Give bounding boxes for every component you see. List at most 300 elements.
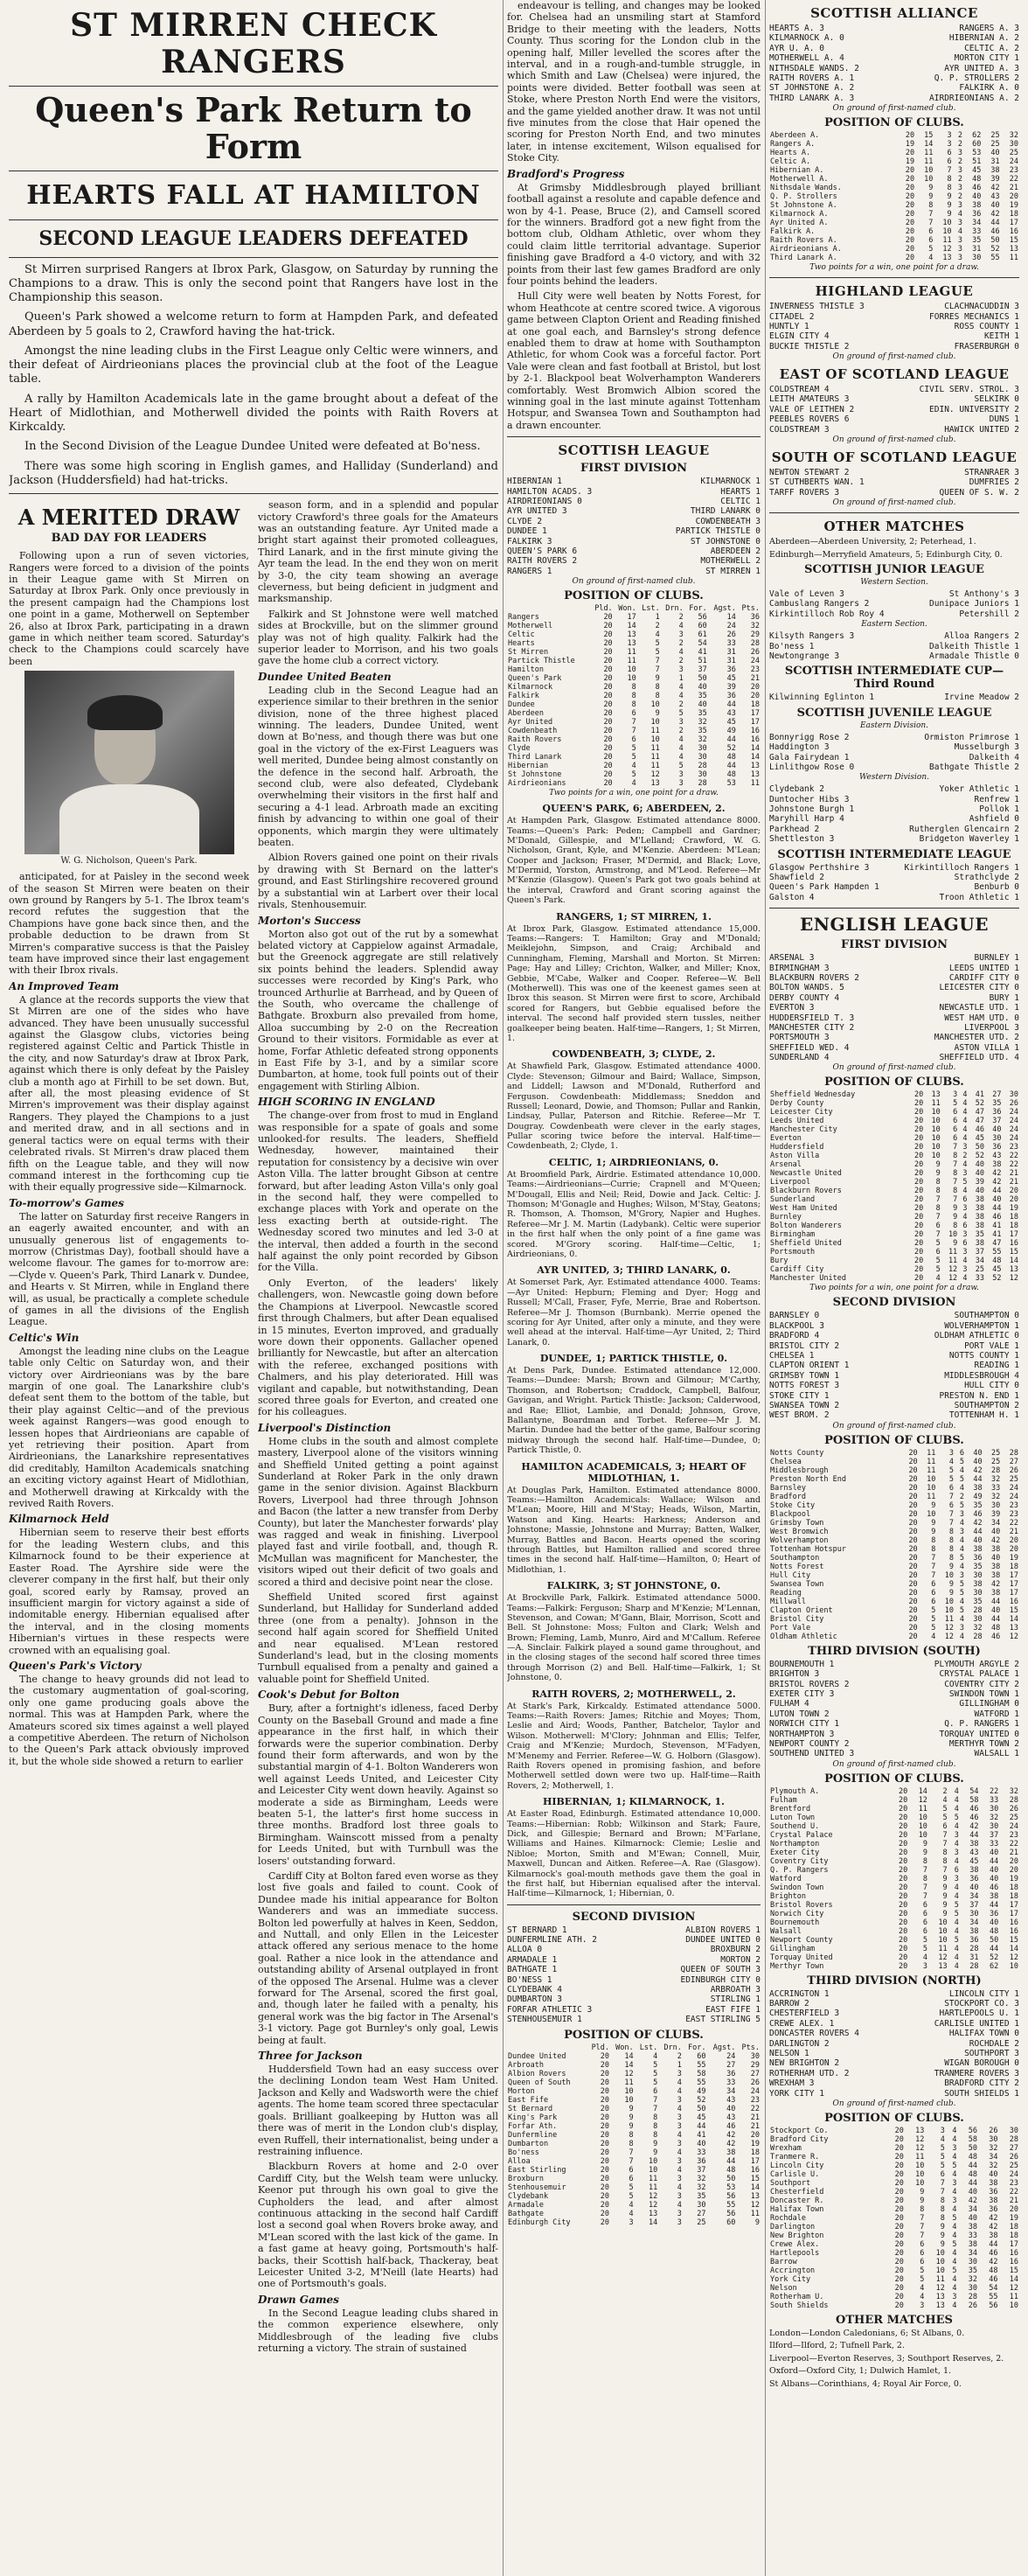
table-cell: 7 <box>629 2148 634 2157</box>
table-cell: 6 <box>953 1117 958 1126</box>
table-cell: 40 <box>698 700 707 710</box>
table-cell: 3 <box>677 2139 682 2148</box>
section-title: Kilmarnock Held <box>9 1513 109 1526</box>
result-row <box>769 2009 1019 2018</box>
match-report-text: At Ibrox Park, Glasgow. Estimated attendance 15,000. Teams:—Rangers: T. Hamilton; Gray and M'Donald; Meiklejohn, Simpson, and Craig; Archibald and Cunningham, Fleming, Marshall and Morton. St Mirren: Page; Hay and Lilley; Crichton, Walker, and Miller; Knox, Gebbie, M'Cabe, Walker and Cooper. Referee—W. Bell (Motherwell). This was one of the keenest games seen at Ibrox this season. St Mirren were first to score, Archibald scored for Rangers, but Gebbie equalised before the interval. The second half provided stern tussles, neither goalkeeper being beaten. Half-time—Rangers, 1; St Mirren, 1. <box>507 923 761 1043</box>
table-cell: 38 <box>726 2148 736 2157</box>
table-cell: 11 <box>627 657 636 666</box>
table-row <box>507 2122 761 2131</box>
table-cell: 24 <box>750 2086 760 2096</box>
table-cell: 1 <box>655 613 660 623</box>
table-cell: Swindon Town <box>770 1883 824 1892</box>
table-row <box>769 2179 1019 2188</box>
table-row <box>769 2188 1019 2197</box>
table-cell: 11 <box>924 149 934 158</box>
table-cell: 3 <box>957 149 963 158</box>
away-team: STIRLING 1 <box>710 1995 761 2005</box>
away-team: LINCOLN CITY 1 <box>948 1988 1019 1999</box>
alliance-note: On ground of first-named club. <box>832 104 956 114</box>
table-cell: 20 <box>908 1614 918 1624</box>
match-report-title: CELTIC, 1; AIRDRIEONIANS, 0. <box>548 1156 719 1168</box>
away-team: WEST HAM UTD. 0 <box>944 1013 1019 1023</box>
table-cell: 16 <box>1009 1926 1018 1936</box>
home-team: ST CUTHBERTS WAN. 1 <box>769 477 865 488</box>
table-cell: 5 <box>959 1474 964 1484</box>
table-cell: 20 <box>914 1160 924 1170</box>
table-cell: 50 <box>990 236 1000 246</box>
home-team: BATHGATE 1 <box>507 1965 558 1975</box>
table-cell: 45 <box>992 1265 1002 1275</box>
home-team: ELGIN CITY 4 <box>769 331 830 342</box>
table-cell: 12 <box>624 2069 634 2078</box>
table-cell: 3 <box>947 131 952 141</box>
table-row <box>769 1814 1019 1822</box>
away-team: Petershill 2 <box>959 609 1019 619</box>
sub-league-results <box>769 693 1019 702</box>
table-cell: 3 <box>962 1230 968 1240</box>
table-cell: 16 <box>750 2165 760 2175</box>
table-row <box>769 2266 1019 2275</box>
match-report-title: HIBERNIAN, 1; KILMARNOCK, 1. <box>542 1796 726 1808</box>
table-cell: 5 <box>935 1257 941 1266</box>
home-team: PORTSMOUTH 3 <box>769 1033 830 1043</box>
table-cell: 37 <box>969 1900 979 1910</box>
table-cell: 8 <box>653 2130 658 2140</box>
table-cell: 4 <box>954 1786 959 1796</box>
result-row <box>769 488 1019 498</box>
table-cell: 4 <box>959 1614 964 1624</box>
table-row <box>507 657 761 665</box>
table-cell: Cowdenbeath <box>508 727 558 736</box>
table-cell: 8 <box>631 683 636 693</box>
section-text: Amongst the leading nine clubs on the League table only Celtic on Saturday won, and their victory over Airdrieonians was by the bare margin of one goal. The Lanarkshire club's defeat sent them to the bottom of the table, but their play against Celtic—and of the previous week against Rangers—was good enough to lessen hopes that Airdrieonians are capable of yet retrieving their position. Apart from Airdrieonians, the Lanarkshire representatives did creditably, Hamilton Academicals snatching an exciting victory against Heart of Midlothian, and Motherwell drawing at Kirkcaldy with the revived Raith Rovers. <box>9 1345 249 1510</box>
result-row <box>769 953 1019 963</box>
table-cell: 55 <box>697 2060 706 2070</box>
table-cell: Bristol City <box>770 1614 824 1624</box>
table-row <box>507 2218 761 2227</box>
table-cell: 3 <box>952 2178 957 2188</box>
table-cell: 38 <box>975 1213 984 1222</box>
home-team: DARLINGTON 2 <box>769 2038 830 2049</box>
table-row <box>769 140 1019 149</box>
table-cell: 32 <box>1009 131 1018 141</box>
table-cell: 4 <box>677 2165 682 2175</box>
home-team: ST JOHNSTONE A. 2 <box>769 83 855 94</box>
table-cell: 20 <box>898 1909 908 1918</box>
table-row <box>769 210 1019 219</box>
section-text: endeavour is telling, and changes may be looked for. Chelsea had an unsmiling start at Stamford Bridge to their meeting with the leaders, Notts County. Thus scoring for the London club in the opening half, Miller levelled the scores after the interval, and in a rough-and-tumble struggle, in which Smith and Law (Chelsea) were injured, the points were divided. Better football was seen at Stoke, where Preston North End were the visitors, and the game yielded another draw. It was not until five minutes from the close that Hair opened the scoring for Preston North End, and two minutes later, in intense excitement, Wilson equalised for Stoke City. <box>507 0 761 164</box>
table-cell: 5 <box>631 744 636 754</box>
table-cell: 12 <box>1009 2283 1018 2293</box>
table-cell: Tranmere R. <box>770 2152 820 2162</box>
table-cell: Ayr United A. <box>770 219 829 228</box>
table-cell: 32 <box>697 2174 706 2183</box>
table-cell: 8 <box>948 1535 954 1545</box>
table-cell: 8 <box>629 2139 634 2148</box>
table-cell: 20 <box>894 2143 904 2153</box>
result-row <box>507 537 761 547</box>
table-cell: 30 <box>698 744 707 754</box>
home-team: BIRMINGHAM 3 <box>769 963 830 973</box>
table-cell: 3 <box>677 2156 682 2166</box>
table-cell: 7 <box>935 1195 941 1205</box>
table-row <box>769 149 1019 157</box>
result-row <box>769 1053 1019 1062</box>
table-cell: 19 <box>750 2139 760 2148</box>
table-cell: 27 <box>1009 1457 1018 1466</box>
table-cell: 10 <box>650 718 660 728</box>
table-row <box>769 1866 1019 1875</box>
table-row <box>769 1239 1019 1248</box>
home-team: FALKIRK 3 <box>507 536 552 547</box>
table-cell: 8 <box>948 1544 954 1554</box>
photo-caption: W. G. Nicholson, Queen's Park. <box>60 856 198 867</box>
away-team: HALIFAX TOWN 0 <box>948 2029 1019 2039</box>
table-row <box>769 1169 1019 1178</box>
section-text: Home clubs in the south and almost complete mastery, Liverpool alone of the visitors winning and Sheffield United getting a point against Sunderland at Roker Park in the only drawn game in the senior division. Against Blackburn Rovers, Liverpool had three through Johnson and Bacon (the latter a new transfer from Derby County), but later the Manchester forwards' play was ragged and weak in finishing. Liverpool played fast and virile football, and, though R. McMullan was magnificent for Manchester, the visitors wiped out their deficit of two goals and scored a third and decisive point near the close. <box>258 1435 498 1588</box>
table-cell: 20 <box>914 1152 924 1161</box>
table-cell: 8 <box>940 2196 945 2205</box>
home-team: CHELSEA 1 <box>769 1351 815 1361</box>
table-row <box>769 166 1019 175</box>
table-cell: Falkirk <box>508 692 539 701</box>
table-cell: 10 <box>627 674 636 684</box>
table-cell: 48 <box>726 2165 736 2175</box>
table-cell: 40 <box>973 1448 983 1458</box>
away-team: ASTON VILLA 1 <box>954 1042 1019 1053</box>
table-cell: 12 <box>938 1953 948 1962</box>
table-cell: Bristol Rovers <box>770 1900 833 1910</box>
table-cell: 24 <box>1009 1483 1018 1493</box>
table-cell: 2 <box>957 131 963 141</box>
table-cell: 9 <box>948 1579 954 1589</box>
table-cell: 20 <box>603 630 613 640</box>
table-cell: 53 <box>726 779 736 789</box>
result-row <box>507 497 761 506</box>
table-cell: 11 <box>650 762 660 771</box>
table-cell: 6 <box>931 1579 936 1589</box>
home-team: Kirkintilloch Rob Roy 4 <box>769 609 885 619</box>
result-row <box>769 893 1019 902</box>
alliance-position-title: POSITION OF CLUBS. <box>824 116 964 130</box>
table-cell: Derby County <box>770 1099 824 1109</box>
away-team: ARBROATH 3 <box>710 1985 761 1995</box>
table-cell: 20 <box>600 2104 610 2113</box>
other-match-line: Edinburgh—Merryfield Amateurs, 5; Edinburgh City, 0. <box>769 549 1003 560</box>
table-cell: 20 <box>600 2078 610 2087</box>
english-note: On ground of first-named club. <box>832 1759 956 1769</box>
table-cell: 11 <box>924 157 934 167</box>
home-team: NORTHAMPTON 3 <box>769 1729 835 1739</box>
table-cell: 41 <box>697 2130 706 2140</box>
table-cell: 4 <box>952 2134 957 2144</box>
table-cell: 4 <box>952 2301 957 2310</box>
highland-results <box>769 302 1019 352</box>
result-row <box>769 331 1019 341</box>
table-cell: 6 <box>953 1108 958 1117</box>
table-cell: 20 <box>905 131 915 141</box>
away-team: MERTHYR TOWN 2 <box>948 1738 1019 1749</box>
table-cell: 8 <box>655 692 660 701</box>
home-team: Haddington 3 <box>769 742 830 753</box>
result-row <box>769 1401 1019 1410</box>
table-cell: 9 <box>948 1562 954 1571</box>
table-cell: 56 <box>989 2301 998 2310</box>
table-cell: Third Lanark A. <box>770 254 837 263</box>
table-cell: 33 <box>991 1483 1001 1493</box>
table-cell: 4 <box>629 2209 634 2218</box>
table-cell: 33 <box>990 1839 999 1848</box>
table-row <box>769 1580 1019 1589</box>
table-cell: 5 <box>928 245 934 254</box>
table-cell: 11 <box>627 648 636 658</box>
table-cell: 4 <box>959 1544 964 1554</box>
table-cell: 20 <box>603 727 613 736</box>
table-cell: 3 <box>948 1448 954 1458</box>
sub-league-section: Western Division. <box>859 773 929 783</box>
table-cell: 25 <box>1009 1474 1018 1484</box>
result-row <box>507 1955 761 1965</box>
table-cell: 37 <box>975 1248 984 1257</box>
result-row <box>769 33 1019 43</box>
table-cell: 40 <box>969 1883 979 1892</box>
column-header: For. <box>688 2043 706 2052</box>
table-cell: 3 <box>954 1874 959 1883</box>
table-cell: 9 <box>754 2217 760 2227</box>
table-row <box>769 1615 1019 1624</box>
table-cell: 10 <box>944 1570 954 1580</box>
match-report-title: FALKIRK, 3; ST JOHNSTONE, 0. <box>546 1580 721 1592</box>
section-title: Celtic's Win <box>9 1331 80 1344</box>
table-cell: 50 <box>698 674 707 684</box>
sub-league-results <box>769 631 1019 661</box>
home-team: LEITH AMATEURS 3 <box>769 394 850 405</box>
table-cell: 14 <box>624 2060 634 2070</box>
away-team: Dalkeith Thistle 1 <box>929 641 1019 651</box>
table-cell: 22 <box>1009 2187 1018 2197</box>
table-cell: 39 <box>990 175 1000 184</box>
home-team: MANCHESTER CITY 2 <box>769 1022 855 1033</box>
table-cell: 17 <box>750 718 760 728</box>
table-cell: 38 <box>989 2196 998 2205</box>
table-cell: 10 <box>931 1125 941 1135</box>
table-row <box>507 648 761 657</box>
table-cell: 32 <box>989 2161 998 2170</box>
section-title: Morton's Success <box>258 914 361 927</box>
table-cell: 48 <box>989 2266 998 2275</box>
table-row <box>769 219 1019 227</box>
result-row <box>769 1023 1019 1033</box>
table-cell: 20 <box>898 1848 908 1857</box>
section-text: season form, and in a splendid and popular victory Crawford's three goals for the Amateurs was an outstanding feature. Ayr United made a bright start against their promoted colleagues, Third Lanark, and in the first minute giving the Ayr team the lead. In the end they won on merit by 3-0, the city team showing an average cleverness, but being deficient in judgment and marksmanship. <box>258 499 498 605</box>
table-cell: 25 <box>975 1265 984 1275</box>
home-team: Johnstone Burgh 1 <box>769 804 855 815</box>
table-cell: 20 <box>1009 1195 1018 1205</box>
table-cell: 5 <box>940 2143 945 2153</box>
table-cell: 4 <box>962 1117 968 1126</box>
table-row <box>507 2148 761 2157</box>
table-cell: 16 <box>1009 1918 1018 1927</box>
table-cell: 16 <box>1009 2248 1018 2258</box>
table-cell: 20 <box>908 1632 918 1641</box>
table-cell: 14 <box>924 140 934 150</box>
table-cell: 45 <box>972 166 982 176</box>
table-cell: 20 <box>750 2130 760 2140</box>
table-cell: 40 <box>975 1187 984 1196</box>
table-row <box>769 1571 1019 1580</box>
table-cell: 18 <box>750 2148 760 2157</box>
table-row <box>769 1134 1019 1143</box>
table-cell: Broxburn <box>508 2174 544 2183</box>
table-row <box>769 2170 1019 2179</box>
table-cell: 38 <box>973 1544 983 1554</box>
table-cell: 40 <box>975 1169 984 1179</box>
table-cell: 11 <box>927 1492 936 1501</box>
table-cell: 41 <box>698 648 707 658</box>
table-cell: 46 <box>990 227 1000 237</box>
table-cell: 13 <box>750 2191 760 2201</box>
alliance-title: SCOTTISH ALLIANCE <box>810 5 978 21</box>
away-team: ST JOHNSTONE 0 <box>690 536 761 547</box>
table-cell: 30 <box>991 1500 1001 1510</box>
home-team: Bo'ness 1 <box>769 641 815 651</box>
table-cell: 18 <box>1009 1562 1018 1571</box>
table-cell: 12 <box>915 2143 925 2153</box>
section-text: At Grimsby Middlesbrough played brilliant football against a resolute and capable defence and won by 4-1. Pease, Bruce (2), and Camsell scored for the winners. Bradford got a new fight from the bottom club, Oldham Athletic, over whom they could claim little territorial advantage. Superior finishing gave Bradford a 4-0 victory, and with 32 points from their last few games Bradford are only four points behind the leaders. <box>507 181 761 287</box>
result-row <box>769 599 1019 609</box>
table-cell: 38 <box>975 1222 984 1231</box>
result-row <box>769 784 1019 794</box>
section-text: Leading club in the Second League had an experience similar to their brethren in the senior division, none of the three highest placed winning. The leaders, Dundee United, went down at Bo'ness, and though there was but one goal in the victory of the ex-First Leaguers was well merited, Dundee being almost constantly on the defence in the second half. Arbroath, the second club, were also defeated, Clydebank overwhelming their visitors in the first half and securing a 4-1 lead. Arbroath made an exciting finish by advancing to within one goal of their opponents, which margin they were ultimately beaten. <box>258 684 498 849</box>
home-team: BOURNEMOUTH 1 <box>769 1659 835 1669</box>
table-cell: 17 <box>750 709 760 719</box>
table-cell: 35 <box>698 692 707 701</box>
table-cell: 44 <box>989 2239 998 2249</box>
table-cell: 20 <box>898 1795 908 1805</box>
table-cell: 60 <box>726 2217 736 2227</box>
table-cell: 4 <box>962 1160 968 1170</box>
table-cell: 6 <box>948 1500 954 1510</box>
table-cell: 5 <box>954 1813 959 1822</box>
table-cell: 38 <box>968 2239 977 2249</box>
away-team: SOUTHAMPTON 2 <box>954 1401 1019 1410</box>
table-cell: 8 <box>631 692 636 701</box>
table-cell: 20 <box>914 1169 924 1179</box>
result-row <box>769 1013 1019 1023</box>
table-cell: 10 <box>931 1134 941 1144</box>
table-cell: 4 <box>952 2248 957 2258</box>
table-cell: 22 <box>990 1786 999 1796</box>
table-cell: 7 <box>942 1839 948 1848</box>
table-cell: 48 <box>726 770 736 780</box>
table-cell: 20 <box>914 1143 924 1152</box>
table-cell: 4 <box>952 2126 957 2135</box>
table-cell: 20 <box>1009 1535 1018 1545</box>
lead-paragraphs <box>9 263 498 489</box>
table-cell: 3 <box>947 140 952 150</box>
section-text: The latter on Saturday first receive Rangers in an eagerly awaited encounter, and with an unusually generous list of engagements to-morrow (Christmas Day), football should have a welcome flavour. The games for to-morrow are:—Clyde v. Queen's Park, Third Lanark v. Dundee, and Hearts v. St Mirren, while in England there will, as usual, be practically a complete schedule of games in all the divisions of the English League. <box>9 1210 249 1328</box>
table-row <box>769 1536 1019 1545</box>
table-cell: Blackpool <box>770 1509 811 1519</box>
highland-title: HIGHLAND LEAGUE <box>815 283 974 300</box>
table-cell: 43 <box>726 2113 736 2122</box>
away-team: Armadale Thistle 0 <box>929 651 1019 661</box>
table-cell: 36 <box>750 613 760 623</box>
match-report-title: AYR UNITED, 3; THIRD LANARK, 0. <box>537 1264 731 1277</box>
table-cell: 42 <box>726 2139 736 2148</box>
table-cell: 20 <box>894 2248 904 2258</box>
table-cell: 10 <box>1009 2301 1018 2310</box>
table-cell: 4 <box>959 1518 964 1528</box>
table-cell: 4 <box>948 1457 954 1466</box>
table-cell: 24 <box>1009 1492 1018 1501</box>
table-cell: 9 <box>940 2239 945 2249</box>
away-team: Irvine Meadow 2 <box>944 693 1019 703</box>
table-cell: 3 <box>677 2191 682 2201</box>
english-other-line: Liverpool—Everton Reserves, 3; Southport Reserves, 2. <box>769 2353 1004 2364</box>
table-cell: 52 <box>726 744 736 754</box>
table-cell: 6 <box>962 1239 968 1249</box>
table-cell: Forfar Ath. <box>508 2121 558 2131</box>
table-cell: 34 <box>968 2204 977 2214</box>
table-row <box>769 1475 1019 1484</box>
table-cell: 27 <box>992 1090 1002 1100</box>
table-cell: 5 <box>948 1474 954 1484</box>
table-cell: 19 <box>1009 1204 1018 1214</box>
table-cell: 26 <box>1009 2152 1018 2162</box>
english-results <box>769 953 1019 1062</box>
away-team: NOTTS COUNTY 1 <box>948 1351 1019 1361</box>
east-results <box>769 385 1019 435</box>
result-row <box>769 394 1019 404</box>
table-cell: 5 <box>962 1178 968 1187</box>
table-cell: 8 <box>653 2113 658 2122</box>
table-row <box>769 2231 1019 2240</box>
table-row <box>769 1598 1019 1606</box>
table-cell: 6 <box>922 1918 927 1927</box>
table-row <box>769 1927 1019 1936</box>
table-cell: 19 <box>905 157 915 167</box>
table-cell: 4 <box>952 2274 957 2284</box>
home-team: DONCASTER ROVERS 4 <box>769 2029 859 2039</box>
table-cell: 48 <box>726 753 736 762</box>
away-team: RANGERS A. 3 <box>959 24 1019 33</box>
table-row <box>769 1918 1019 1927</box>
table-cell: 20 <box>600 2095 610 2105</box>
lead-paragraph: Amongst the nine leading clubs in the First League only Celtic were winners, and their defeat of Airdrieonians places the provincial club at the foot of the League table. <box>9 344 498 386</box>
table-cell: 54 <box>989 2283 998 2293</box>
away-team: LEICESTER CITY 0 <box>939 983 1019 993</box>
table-row <box>507 2061 761 2070</box>
table-cell: 35 <box>698 727 707 736</box>
table-cell: 31 <box>726 657 736 666</box>
table-cell: 12 <box>650 770 660 780</box>
column-header: Agst. <box>713 604 736 614</box>
table-row <box>507 2078 761 2087</box>
table-cell: 28 <box>698 779 707 789</box>
table-cell: 42 <box>989 2213 998 2223</box>
table-cell: 10 <box>915 2169 925 2179</box>
table-row <box>769 1213 1019 1222</box>
table-cell: 14 <box>1009 1257 1018 1266</box>
table-cell: 5 <box>655 648 660 658</box>
table-cell: 44 <box>968 2178 977 2188</box>
away-team: HEARTS 1 <box>720 486 761 497</box>
table-cell: 20 <box>898 1804 908 1814</box>
table-cell: 20 <box>898 1891 908 1901</box>
table-cell: 40 <box>975 1160 984 1170</box>
table-cell: 8 <box>920 2204 925 2214</box>
